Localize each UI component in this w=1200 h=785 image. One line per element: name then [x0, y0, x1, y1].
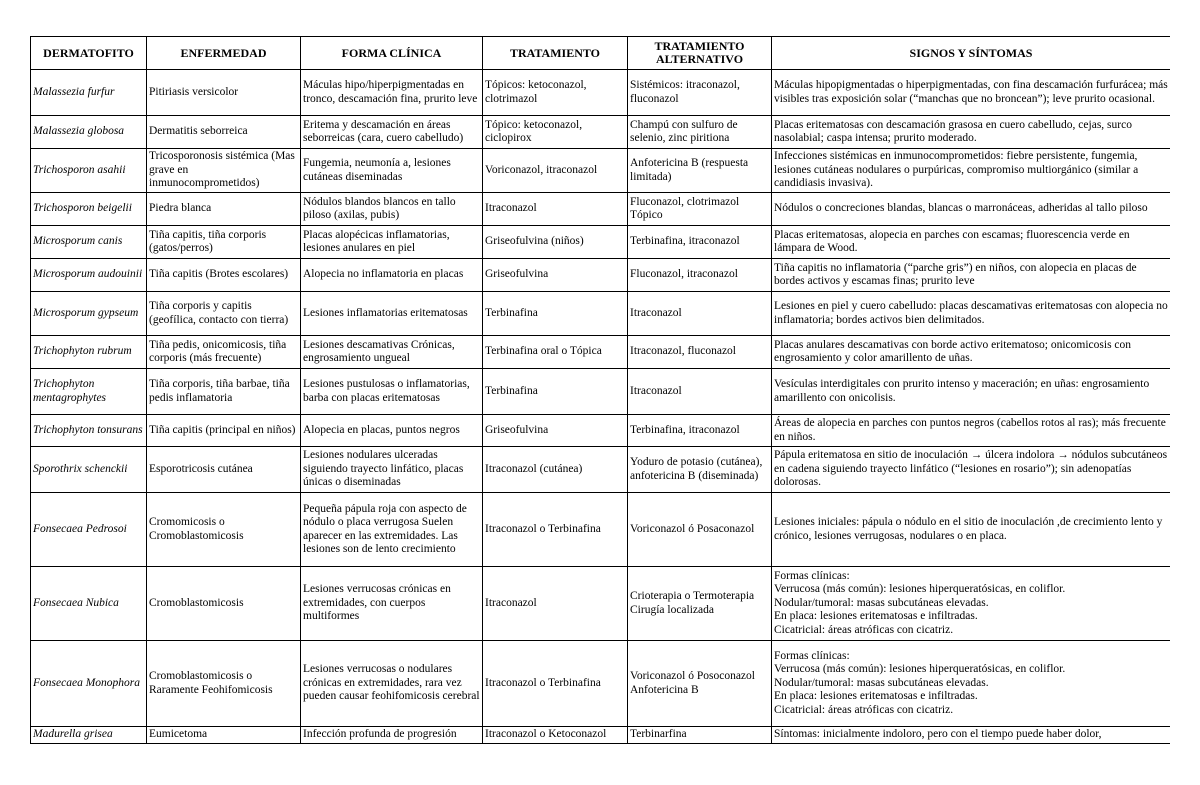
- cell-forma-clinica: Infección profunda de progresión: [301, 727, 483, 744]
- cell-enfermedad: Tiña capitis (Brotes escolares): [147, 259, 301, 292]
- cell-forma-clinica: Fungemia, neumonía a, lesiones cutáneas diseminadas: [301, 149, 483, 193]
- cell-forma-clinica: Lesiones verrucosas o nodulares crónicas en extremidades, rara vez pueden causar feohifomicosis cerebral: [301, 641, 483, 727]
- cell-enfermedad: Tiña capitis (principal en niños): [147, 415, 301, 447]
- table-row: [31, 493, 1171, 567]
- cell-forma-clinica: Alopecia no inflamatoria en placas: [301, 259, 483, 292]
- table-row: [31, 259, 1171, 292]
- cell-tratamiento: Griseofulvina: [483, 259, 628, 292]
- cell-enfermedad: Tiña pedis, onicomicosis, tiña corporis (más frecuente): [147, 336, 301, 369]
- cell-tratamiento: Griseofulvina (niños): [483, 226, 628, 259]
- cell-dermatofito: Madurella grisea: [31, 727, 147, 744]
- cell-signos-sintomas: Nódulos o concreciones blandas, blancas o marronáceas, adheridas al tallo piloso: [772, 193, 1171, 226]
- cell-signos-sintomas: Formas clínicas: Verrucosa (más común): lesiones hiperqueratósicas, en coliflor. Nodular/tumoral: masas subcutáneas elevadas. En placa: lesiones eritematosas e infiltradas. Cicatricial: áreas atróficas con cicatriz.: [772, 567, 1171, 641]
- header-row: [31, 37, 1171, 70]
- cell-dermatofito: Microsporum audouinii: [31, 259, 147, 292]
- cell-tratamiento-alternativo: Sistémicos: itraconazol, fluconazol: [628, 70, 772, 116]
- cell-enfermedad: Eumicetoma: [147, 727, 301, 744]
- cell-enfermedad: Tiña corporis, tiña barbae, tiña pedis inflamatoria: [147, 369, 301, 415]
- cell-dermatofito: Fonsecaea Monophora: [31, 641, 147, 727]
- cell-tratamiento: Itraconazol: [483, 567, 628, 641]
- cell-enfermedad: Pitiriasis versicolor: [147, 70, 301, 116]
- cell-dermatofito: Trichosporon asahii: [31, 149, 147, 193]
- header-forma-clinica: FORMA CLÍNICA: [301, 37, 483, 70]
- table-body: [31, 70, 1171, 744]
- cell-signos-sintomas: Infecciones sistémicas en inmunocomprometidos: fiebre persistente, fungemia, lesiones cutáneas nodulares o purpúricas, compromiso multiorgánico (similar a candidiasis invasiva).: [772, 149, 1171, 193]
- cell-tratamiento: Itraconazol o Ketoconazol: [483, 727, 628, 744]
- cell-dermatofito: Trichosporon beigelii: [31, 193, 147, 226]
- cell-tratamiento-alternativo: Crioterapia o Termoterapia Cirugía localizada: [628, 567, 772, 641]
- cell-tratamiento-alternativo: Fluconazol, clotrimazol Tópico: [628, 193, 772, 226]
- cell-tratamiento: Itraconazol o Terbinafina: [483, 641, 628, 727]
- cell-tratamiento: Terbinafina oral o Tópica: [483, 336, 628, 369]
- cell-signos-sintomas: Placas anulares descamativas con borde activo eritematoso; onicomicosis con engrosamiento y color amarillento de uñas.: [772, 336, 1171, 369]
- cell-dermatofito: Fonsecaea Nubica: [31, 567, 147, 641]
- cell-signos-sintomas: Tiña capitis no inflamatoria (“parche gris”) en niños, con alopecia en placas de bordes activos y escamas finas; prurito leve: [772, 259, 1171, 292]
- cell-tratamiento-alternativo: Champú con sulfuro de selenio, zinc piritiona: [628, 116, 772, 149]
- cell-forma-clinica: Alopecia en placas, puntos negros: [301, 415, 483, 447]
- table-row: [31, 447, 1171, 493]
- cell-tratamiento: Itraconazol (cutánea): [483, 447, 628, 493]
- cell-enfermedad: Tiña corporis y capitis (geofílica, contacto con tierra): [147, 292, 301, 336]
- table-row: [31, 226, 1171, 259]
- cell-enfermedad: Cromoblastomicosis o Raramente Feohifomicosis: [147, 641, 301, 727]
- cell-enfermedad: Cromoblastomicosis: [147, 567, 301, 641]
- cell-tratamiento-alternativo: Itraconazol, fluconazol: [628, 336, 772, 369]
- cell-tratamiento-alternativo: Terbinafina, itraconazol: [628, 415, 772, 447]
- cell-forma-clinica: Pequeña pápula roja con aspecto de nódulo o placa verrugosa Suelen aparecer en las extremidades. Las lesiones son de lento crecimiento: [301, 493, 483, 567]
- cell-tratamiento: Tópicos: ketoconazol, clotrimazol: [483, 70, 628, 116]
- cell-dermatofito: Microsporum canis: [31, 226, 147, 259]
- cell-tratamiento-alternativo: Yoduro de potasio (cutánea), anfotericina B (diseminada): [628, 447, 772, 493]
- table-row: [31, 727, 1171, 744]
- header-dermatofito: DERMATOFITO: [31, 37, 147, 70]
- cell-dermatofito: Trichophyton rubrum: [31, 336, 147, 369]
- cell-tratamiento: Itraconazol o Terbinafina: [483, 493, 628, 567]
- table-row: [31, 116, 1171, 149]
- header-tratamiento-alternativo: TRATAMIENTO ALTERNATIVO: [628, 37, 772, 70]
- cell-forma-clinica: Lesiones nodulares ulceradas siguiendo trayecto linfático, placas únicas o diseminadas: [301, 447, 483, 493]
- cell-tratamiento-alternativo: Terbinafina, itraconazol: [628, 226, 772, 259]
- cell-tratamiento: Terbinafina: [483, 369, 628, 415]
- table-row: [31, 369, 1171, 415]
- cell-enfermedad: Dermatitis seborreica: [147, 116, 301, 149]
- cell-dermatofito: Malassezia furfur: [31, 70, 147, 116]
- dermatophyte-table: [30, 36, 1170, 744]
- cell-signos-sintomas: Placas eritematosas, alopecia en parches con escamas; fluorescencia verde en lámpara de Wood.: [772, 226, 1171, 259]
- cell-forma-clinica: Lesiones pustulosas o inflamatorias, barba con placas eritematosas: [301, 369, 483, 415]
- cell-signos-sintomas: Vesículas interdigitales con prurito intenso y maceración; en uñas: engrosamiento amarillento con onicolisis.: [772, 369, 1171, 415]
- cell-tratamiento-alternativo: Terbinarfina: [628, 727, 772, 744]
- cell-dermatofito: Trichophyton tonsurans: [31, 415, 147, 447]
- cell-tratamiento-alternativo: Voriconazol ó Posaconazol: [628, 493, 772, 567]
- cell-forma-clinica: Nódulos blandos blancos en tallo piloso (axilas, pubis): [301, 193, 483, 226]
- cell-enfermedad: Tricosporonosis sistémica (Mas grave en inmunocomprometidos): [147, 149, 301, 193]
- cell-dermatofito: Fonsecaea Pedrosoi: [31, 493, 147, 567]
- cell-signos-sintomas: Placas eritematosas con descamación grasosa en cuero cabelludo, cejas, surco nasolabial; caspa intensa; prurito moderado.: [772, 116, 1171, 149]
- cell-forma-clinica: Placas alopécicas inflamatorias, lesiones anulares en piel: [301, 226, 483, 259]
- cell-tratamiento: Itraconazol: [483, 193, 628, 226]
- cell-enfermedad: Piedra blanca: [147, 193, 301, 226]
- cell-signos-sintomas: Máculas hipopigmentadas o hiperpigmentadas, con fina descamación furfurácea; más visibles tras exposición solar (“manchas que no broncean”); leve prurito ocasional.: [772, 70, 1171, 116]
- cell-dermatofito: Trichophyton mentagrophytes: [31, 369, 147, 415]
- cell-tratamiento-alternativo: Fluconazol, itraconazol: [628, 259, 772, 292]
- table-row: [31, 415, 1171, 447]
- table-row: [31, 292, 1171, 336]
- cell-tratamiento-alternativo: Anfotericina B (respuesta limitada): [628, 149, 772, 193]
- table-row: [31, 70, 1171, 116]
- cell-tratamiento: Voriconazol, itraconazol: [483, 149, 628, 193]
- cell-signos-sintomas: Lesiones iniciales: pápula o nódulo en el sitio de inoculación ,de crecimiento lento y crónico, lesiones verrugosas, nodulares o en placa.: [772, 493, 1171, 567]
- cell-signos-sintomas: Formas clínicas: Verrucosa (más común): lesiones hiperqueratósicas, en coliflor. Nodular/tumoral: masas subcutáneas elevadas. En placa: lesiones eritematosas e infiltradas. Cicatricial: áreas atróficas con cicatriz.: [772, 641, 1171, 727]
- cell-signos-sintomas: Síntomas: inicialmente indoloro, pero con el tiempo puede haber dolor,: [772, 727, 1171, 744]
- cell-dermatofito: Malassezia globosa: [31, 116, 147, 149]
- cell-signos-sintomas: Lesiones en piel y cuero cabelludo: placas descamativas eritematosas con alopecia no inflamatoria; bordes activos bien delimitados.: [772, 292, 1171, 336]
- cell-tratamiento: Tópico: ketoconazol, ciclopirox: [483, 116, 628, 149]
- cell-tratamiento-alternativo: Voriconazol ó Posoconazol Anfotericina B: [628, 641, 772, 727]
- cell-tratamiento: Griseofulvina: [483, 415, 628, 447]
- cell-tratamiento-alternativo: Itraconazol: [628, 292, 772, 336]
- cell-forma-clinica: Lesiones inflamatorias eritematosas: [301, 292, 483, 336]
- header-enfermedad: ENFERMEDAD: [147, 37, 301, 70]
- cell-forma-clinica: Máculas hipo/hiperpigmentadas en tronco, descamación fina, prurito leve: [301, 70, 483, 116]
- table-row: [31, 193, 1171, 226]
- cell-dermatofito: Sporothrix schenckii: [31, 447, 147, 493]
- cell-tratamiento: Terbinafina: [483, 292, 628, 336]
- cell-dermatofito: Microsporum gypseum: [31, 292, 147, 336]
- cell-tratamiento-alternativo: Itraconazol: [628, 369, 772, 415]
- cell-forma-clinica: Eritema y descamación en áreas seborreicas (cara, cuero cabelludo): [301, 116, 483, 149]
- header-tratamiento: TRATAMIENTO: [483, 37, 628, 70]
- table-row: [31, 641, 1171, 727]
- cell-signos-sintomas: Áreas de alopecia en parches con puntos negros (cabellos rotos al ras); más frecuente en niños.: [772, 415, 1171, 447]
- header-signos-sintomas: SIGNOS Y SÍNTOMAS: [772, 37, 1171, 70]
- cell-enfermedad: Cromomicosis o Cromoblastomicosis: [147, 493, 301, 567]
- cell-forma-clinica: Lesiones descamativas Crónicas, engrosamiento ungueal: [301, 336, 483, 369]
- cell-forma-clinica: Lesiones verrucosas crónicas en extremidades, con cuerpos multiformes: [301, 567, 483, 641]
- table-row: [31, 336, 1171, 369]
- table-row: [31, 567, 1171, 641]
- cell-enfermedad: Esporotricosis cutánea: [147, 447, 301, 493]
- cell-signos-sintomas: Pápula eritematosa en sitio de inoculación → úlcera indolora → nódulos subcutáneos en cadena siguiendo trayecto linfático (“lesiones en rosario”); sin adenopatías dolorosas.: [772, 447, 1171, 493]
- cell-enfermedad: Tiña capitis, tiña corporis (gatos/perros): [147, 226, 301, 259]
- table-row: [31, 149, 1171, 193]
- table-wrapper: [30, 36, 1170, 748]
